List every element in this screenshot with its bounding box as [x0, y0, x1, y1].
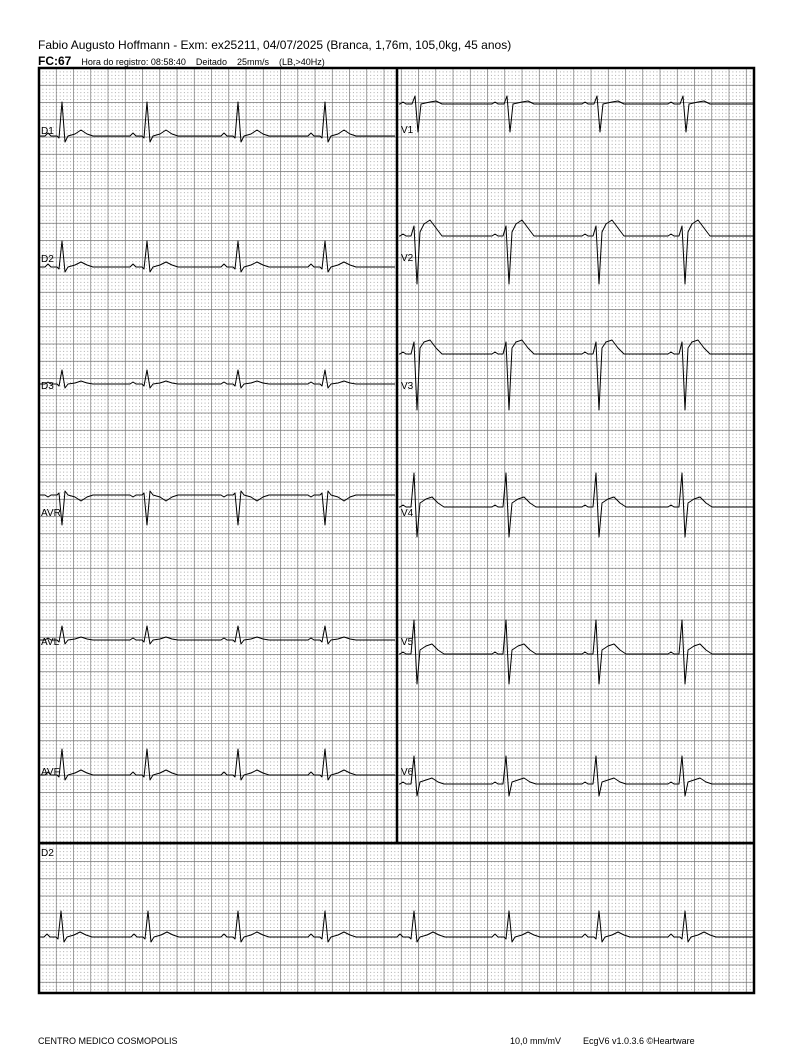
paper-speed: 25mm/s [236, 57, 269, 67]
lead-label-v3: V3 [401, 381, 414, 392]
lead-label-avf: AVF [41, 767, 60, 778]
lead-label-v1: V1 [401, 125, 414, 136]
lead-label-d1: D1 [41, 126, 54, 137]
lead-label-v5: V5 [401, 637, 414, 648]
lead-label-rhythm: D2 [41, 848, 54, 859]
lead-label-d2: D2 [41, 254, 54, 265]
patient-position: Deitado [195, 57, 227, 67]
gain-setting: 10,0 mm/mV [510, 1036, 562, 1046]
lead-label-v6: V6 [401, 767, 414, 778]
clinic-name: CENTRO MEDICO COSMOPOLIS [38, 1036, 178, 1046]
record-time: Hora do registro: 08:58:40 [81, 57, 186, 67]
patient-info-line: Fabio Augusto Hoffmann - Exm: ex25211, 04/07/2025 (Branca, 1,76m, 105,0kg, 45 anos) [38, 38, 512, 52]
lead-label-avl: AVL [41, 637, 60, 648]
lead-label-d3: D3 [41, 381, 54, 392]
software-version: EcgV6 v1.0.3.6 ©Heartware [583, 1036, 695, 1046]
lead-label-v2: V2 [401, 253, 414, 264]
lead-label-v4: V4 [401, 508, 414, 519]
heart-rate: FC:67 [38, 54, 72, 68]
filter-setting: (LB,>40Hz) [278, 57, 325, 67]
lead-label-avr: AVR [41, 508, 61, 519]
